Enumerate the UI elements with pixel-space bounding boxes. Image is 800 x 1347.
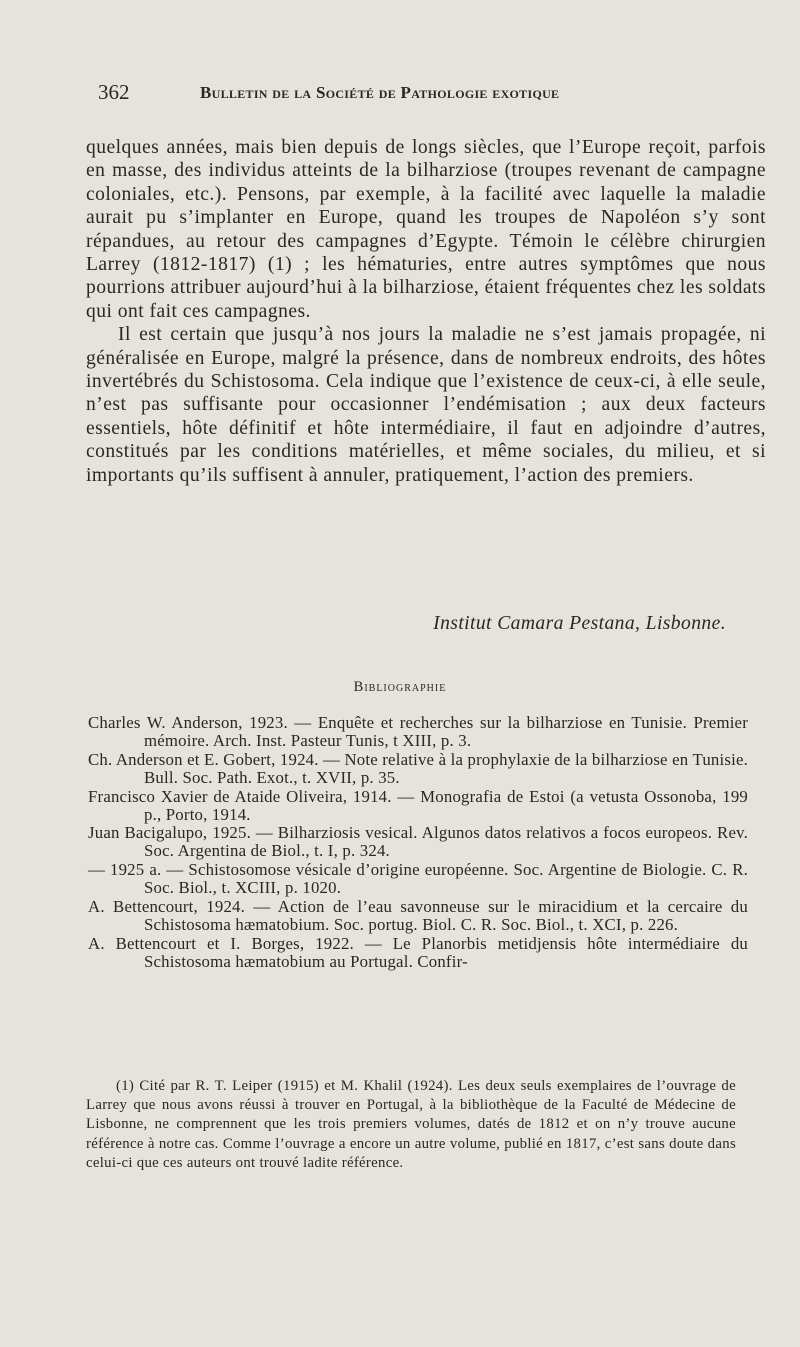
page-header xyxy=(98,80,650,114)
bibliography-entry: A. Bettencourt, 1924. — Action de l’eau savonneuse sur le miracidium et la cercaire du Schistosoma hæmatobium. Soc. portug. Biol. C. R. Soc. Biol., t. XCI, p. 226. xyxy=(88,897,748,934)
body-text xyxy=(86,136,766,487)
bibliography-entry: — 1925 a. — Schistosomose vésicale d’origine européenne. Soc. Argentine de Biologie. C. R. Soc. Biol., t. XCIII, p. 1020. xyxy=(88,860,748,898)
paragraph-2: Il est certain que jusqu’à nos jours la maladie ne s’est jamais propagée, ni généralisée en Europe, malgré la présence, dans de nombreux endroits, des hôtes invertébrés du Schistosoma. Cela indique que l’existence de ceux-ci, à elle seule, n’est pas suffisante pour occasionner l’endémisation ; aux deux facteurs essentiels, hôte définitif et hôte intermédiaire, il faut en adjoindre d’autres, constitués par les conditions matérielles, et même sociales, du milieu, et si importants qu’ils suffisent à annuler, pratiquement, l’action des premiers. xyxy=(86,324,766,486)
bibliography-entry: Charles W. Anderson, 1923. — Enquête et recherches sur la bilharziose en Tunisie. Premier mémoire. Arch. Inst. Pasteur Tunis, t XIII, p. 3. xyxy=(88,713,748,750)
bibliography-list xyxy=(88,714,748,972)
page-number: 362 xyxy=(98,80,130,104)
running-head: Bulletin de la Société de Pathologie exotique xyxy=(200,83,560,102)
author-affiliation: Institut Camara Pestana, Lisbonne. xyxy=(433,613,726,634)
bibliography-entry: Francisco Xavier de Ataide Oliveira, 1914. — Monografia de Estoi (a vetusta Ossonoba, 199 p., Porto, 1914. xyxy=(88,786,748,824)
footnote: (1) Cité par R. T. Leiper (1915) et M. Khalil (1924). Les deux seuls exemplaires de l’ouvrage de Larrey que nous avons réussi à trouver en Portugal, à la bibliothèque de la Faculté de Médecine de Lisbonne, ne comprennent que les trois premiers volumes, datés de 1812 et on n’y trouve aucune référence à notre cas. Comme l’ouvrage a encore un autre volume, publié en 1817, c’est sans doute dans celui-ci que ces auteurs ont trouvé ladite référence. xyxy=(86,1078,736,1171)
bibliography-heading: Bibliographie xyxy=(353,679,447,695)
bibliography-entry: Ch. Anderson et E. Gobert, 1924. — Note relative à la prophylaxie de la bilharziose en Tunisie. Bull. Soc. Path. Exot., t. XVII, p. 35. xyxy=(88,749,748,787)
bibliography-entry: Juan Bacigalupo, 1925. — Bilharziosis vesical. Algunos datos relativos a focos europeos. Rev. Soc. Argentina de Biol., t. I, p. 324. xyxy=(88,823,748,861)
bibliography-entry: A. Bettencourt et I. Borges, 1922. — Le Planorbis metidjensis hôte intermédiaire du Schistosoma hæmatobium au Portugal. Confir- xyxy=(88,933,748,971)
paragraph-1: quelques années, mais bien depuis de longs siècles, que l’Europe reçoit, parfois en masse, des individus atteints de la bilharziose (troupes revenant de campagne coloniales, etc.). Pensons, par exemple, à la facilité avec laquelle la maladie aurait pu s’implanter en Europe, quand les troupes de Napoléon s’y sont répandues, au retour des campagnes d’Egypte. Témoin le célèbre chirurgien Larrey (1812-1817) (1) ; les hématuries, entre autres symptômes que nous pourrions attribuer aujourd’hui à la bilharziose, étaient fréquentes chez les soldats qui ont fait ces campagnes. xyxy=(86,137,766,322)
